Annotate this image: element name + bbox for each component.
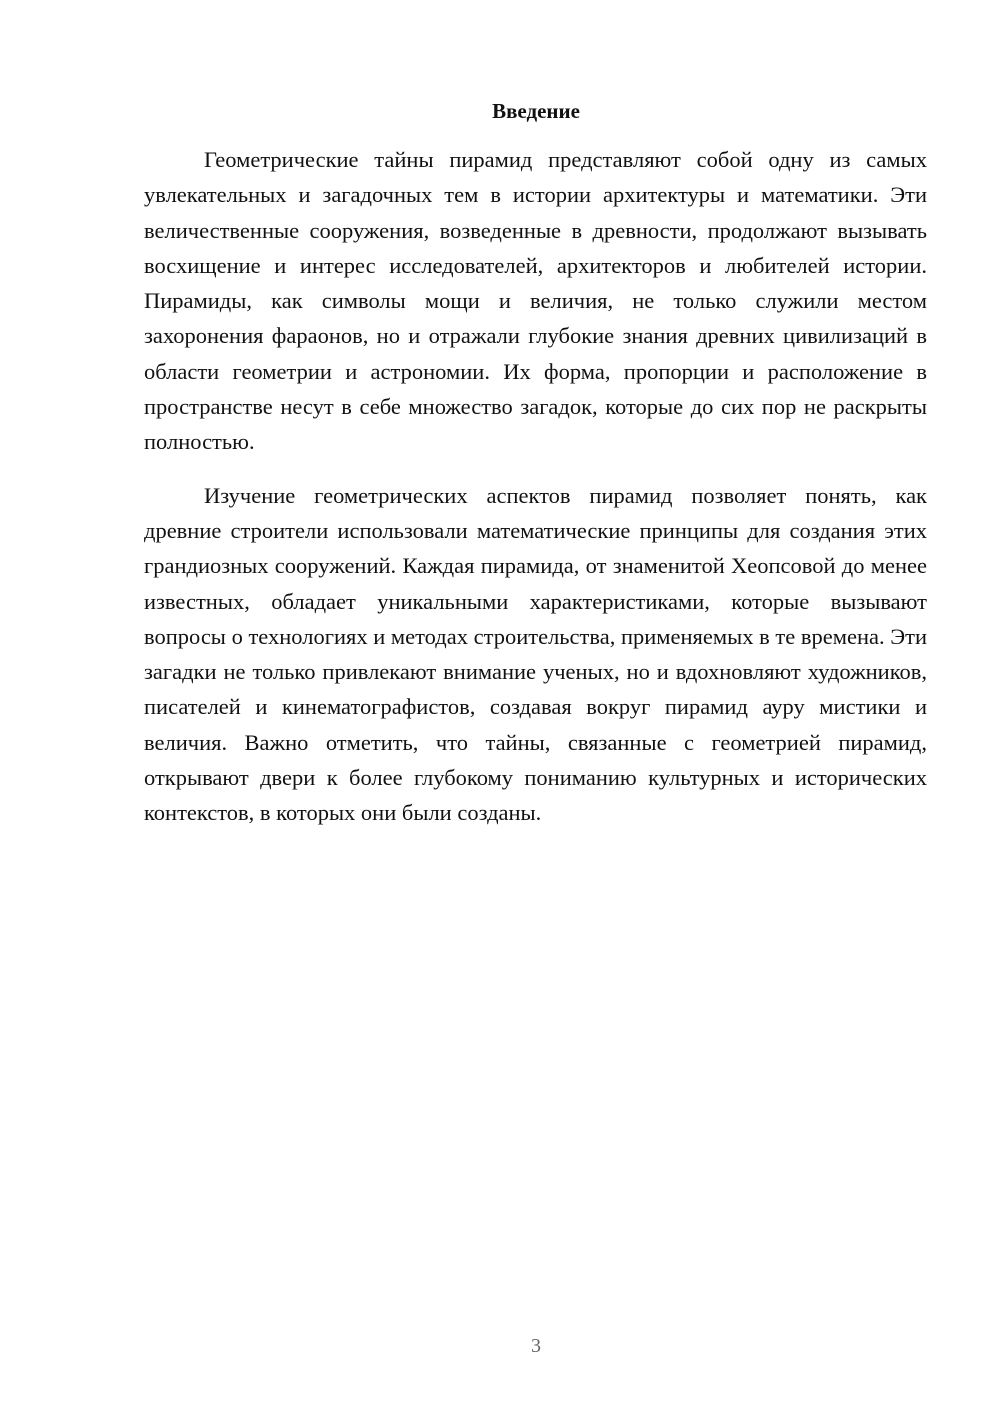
paragraph-2: Изучение геометрических аспектов пирамид позволяет понять, как древние строители использовали математические принципы для создания этих грандиозных сооружений. Каждая пирамида, от знаменитой Хеопсовой до менее известных, обладает уникальными характеристиками, которые вызывают вопросы о технологиях и методах строительства, применяемых в те времена. Эти загадки не только привлекают внимание ученых, но и вдохновляют художников, писателей и кинематографистов, создавая вокруг пирамид ауру мистики и величия. Важно отметить, что тайны, связанные с геометрией пирамид, открывают двери к более глубокому пониманию культурных и исторических контекстов, в которых они были созданы. bbox=[144, 482, 927, 826]
paragraph-1: Геометрические тайны пирамид представляют собой одну из самых увлекательных и загадочных тем в истории архитектуры и математики. Эти величественные сооружения, возведенные в древности, продолжают вызывать восхищение и интерес исследователей, архитекторов и любителей истории. Пирамиды, как символы мощи и величия, не только служили местом захоронения фараонов, но и отражали глубокие знания древних цивилизаций в области геометрии и астрономии. Их форма, пропорции и расположение в пространстве несут в себе множество загадок, которые до сих пор не раскрыты полностью. bbox=[144, 147, 927, 455]
page-number: 3 bbox=[531, 1335, 541, 1357]
body-text bbox=[144, 142, 927, 831]
section-heading: Введение bbox=[492, 99, 580, 123]
